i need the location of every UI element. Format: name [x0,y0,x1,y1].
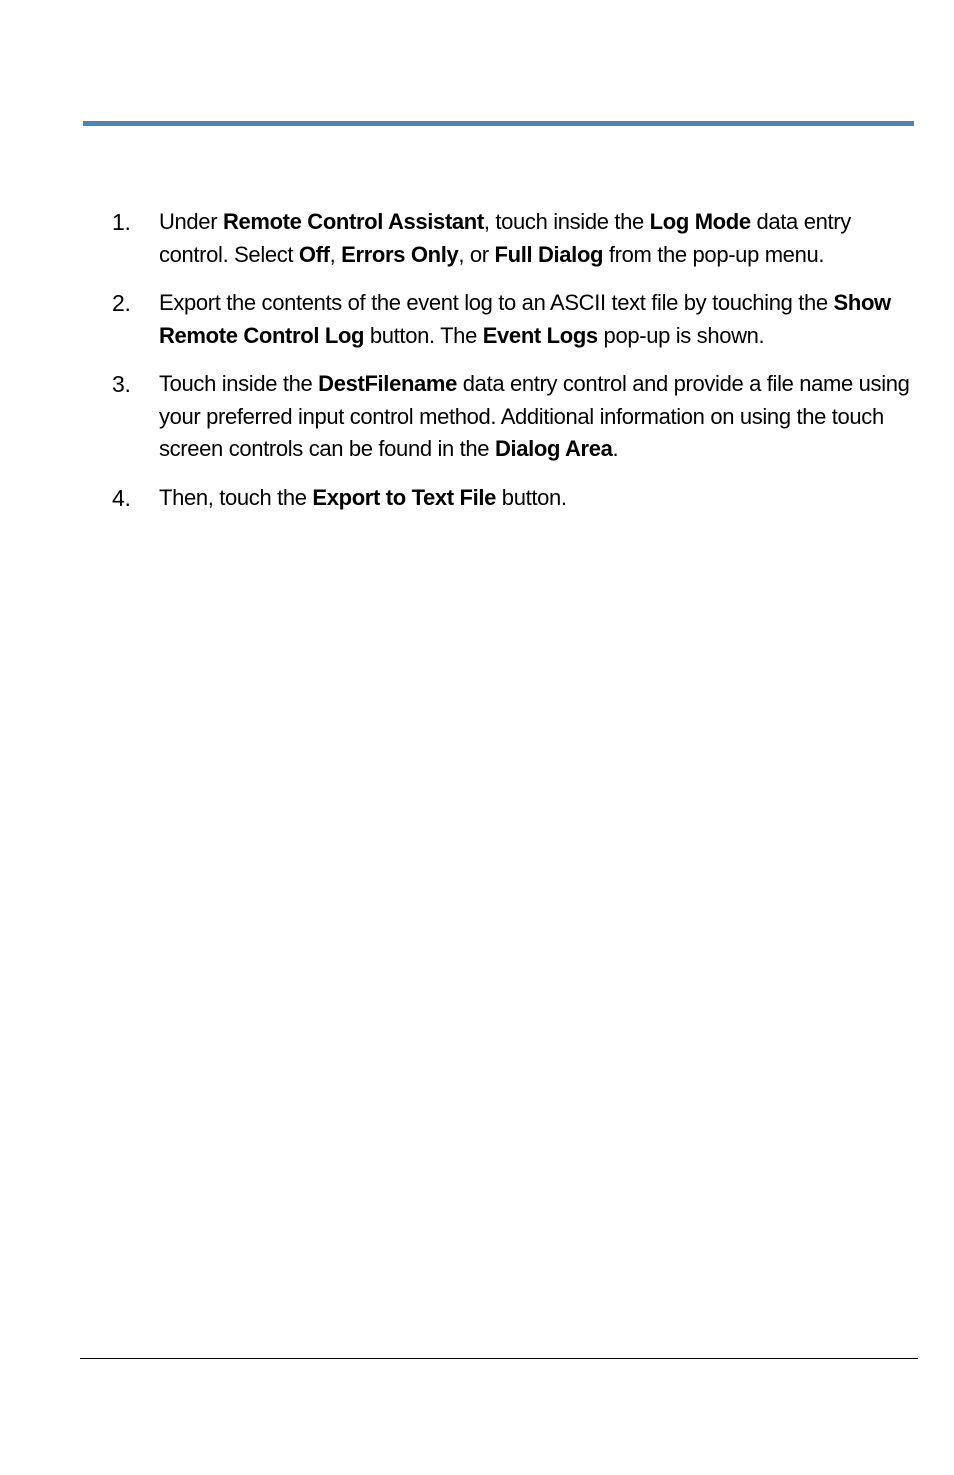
list-item [112,368,912,466]
step-text: Export the contents of the event log to an ASCII text file by touching the Show Remote Control Log button. The Event Logs pop-up is shown. [159,290,891,348]
ui-term-full-dialog: Full Dialog [494,241,604,267]
step-text: Then, touch the Export to Text File button. [159,484,567,510]
header-rule [83,121,914,126]
ui-term-destfilename: DestFilename [318,371,458,396]
step-number: 3. [112,371,131,397]
list-item [112,287,912,352]
instruction-list [112,206,912,530]
step-text: Under Remote Control Assistant, touch inside the Log Mode data entry control. Select Off, Errors Only, or Full Dialog from the pop-up menu. [159,209,851,267]
footer-rule [80,1358,918,1359]
step-number: 4. [112,484,131,511]
step-number: 2. [112,290,131,316]
list-item [112,206,912,271]
step-text: Touch inside the DestFilename data entry control and provide a file name using your preferred input control method. Additional information on using the touch screen controls can be found in the Dialog Area. [159,371,910,461]
ui-term-remote-control-assistant: Remote Control Assistant [222,209,484,234]
ui-term-errors-only: Errors Only [341,241,459,267]
ui-term-off: Off [298,241,330,267]
step-number: 1. [112,209,131,235]
ui-term-event-logs: Event Logs [482,322,598,348]
list-item [112,482,912,515]
ui-term-show-remote-control-log: Show Remote Control Log [159,290,891,348]
ui-term-export-to-text-file: Export to Text File [312,484,497,510]
ui-term-dialog-area: Dialog Area [494,436,613,461]
ui-term-log-mode: Log Mode [649,209,751,234]
